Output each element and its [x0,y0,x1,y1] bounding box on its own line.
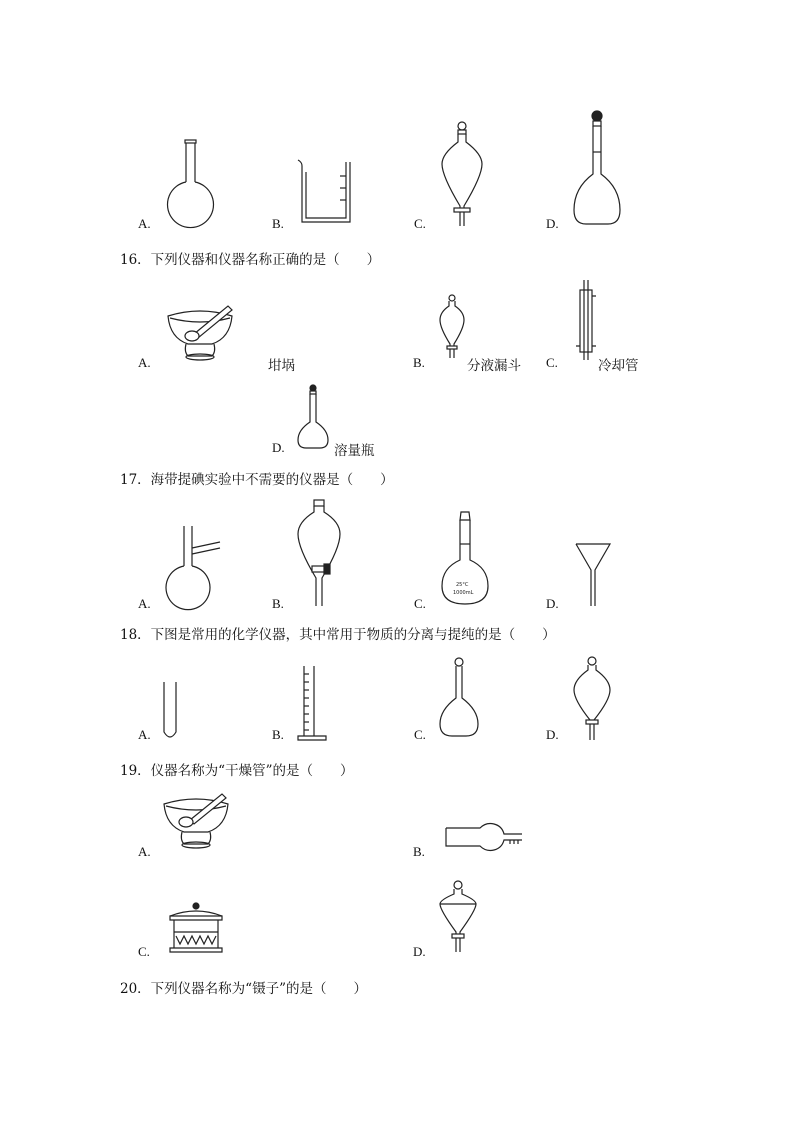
drying-tube-icon [444,822,524,852]
q15-option-c[interactable]: C. [414,216,426,231]
q15-option-b[interactable]: B. [272,216,284,231]
q16-option-d[interactable]: D. [272,440,285,455]
q19-option-b[interactable]: B. [413,844,425,859]
separatory-funnel-icon [296,500,342,608]
q17-option-b[interactable]: B. [272,596,284,611]
volumetric-flask-icon [296,384,330,454]
q15-option-d[interactable]: D. [546,216,559,231]
q19-option-d[interactable]: D. [413,944,426,959]
volumetric-flask-icon [570,108,624,230]
q18-option-a[interactable]: A. [138,727,151,742]
condenser-icon [574,280,598,364]
separatory-funnel-icon [438,120,488,228]
q16-name-c: 冷却管 [598,358,639,374]
q16-stem: 16．下列仪器和仪器名称正确的是（ ） [120,252,381,268]
q16-option-c[interactable]: C. [546,355,558,370]
round-bottom-flask-icon [160,138,220,228]
graduated-cylinder-icon [296,664,330,744]
mortar-and-pestle-icon [160,792,232,852]
desiccator-icon [166,902,226,956]
flask-volume-label: 1000mL [453,590,474,596]
q18-option-b[interactable]: B. [272,727,284,742]
q19-option-a[interactable]: A. [138,844,151,859]
funnel-icon [574,542,612,608]
mortar-and-pestle-icon [164,302,236,362]
beaker-icon [296,158,358,228]
distilling-flask-icon [164,526,224,608]
q18-option-c[interactable]: C. [414,727,426,742]
q18-stem: 18．下图是常用的化学仪器，其中常用于物质的分离与提纯的是（ ） [120,627,556,643]
separatory-funnel-icon [572,656,612,742]
q19-stem: 19．仪器名称为“干燥管”的是（ ） [120,763,354,779]
test-tube-icon [162,680,178,742]
q16-option-a[interactable]: A. [138,355,151,370]
q17-stem: 17．海带提碘实验中不需要的仪器是（ ） [120,472,394,488]
separatory-funnel-icon [438,294,466,360]
flask-temp-label: 25°C [456,582,469,588]
q16-name-d: 溶量瓶 [334,443,375,459]
q16-option-b[interactable]: B. [413,355,425,370]
volumetric-flask-icon [438,656,480,740]
q17-option-c[interactable]: C. [414,596,426,611]
volumetric-flask-icon [438,510,492,608]
q15-option-a[interactable]: A. [138,216,151,231]
q19-option-c[interactable]: C. [138,944,150,959]
q16-name-b: 分液漏斗 [467,358,521,374]
q18-option-d[interactable]: D. [546,727,559,742]
q17-option-d[interactable]: D. [546,596,559,611]
separatory-funnel-icon [438,880,478,952]
q17-option-a[interactable]: A. [138,596,151,611]
q16-name-a: 坩埚 [268,358,295,374]
q20-stem: 20．下列仪器名称为“镊子”的是（ ） [120,981,367,997]
